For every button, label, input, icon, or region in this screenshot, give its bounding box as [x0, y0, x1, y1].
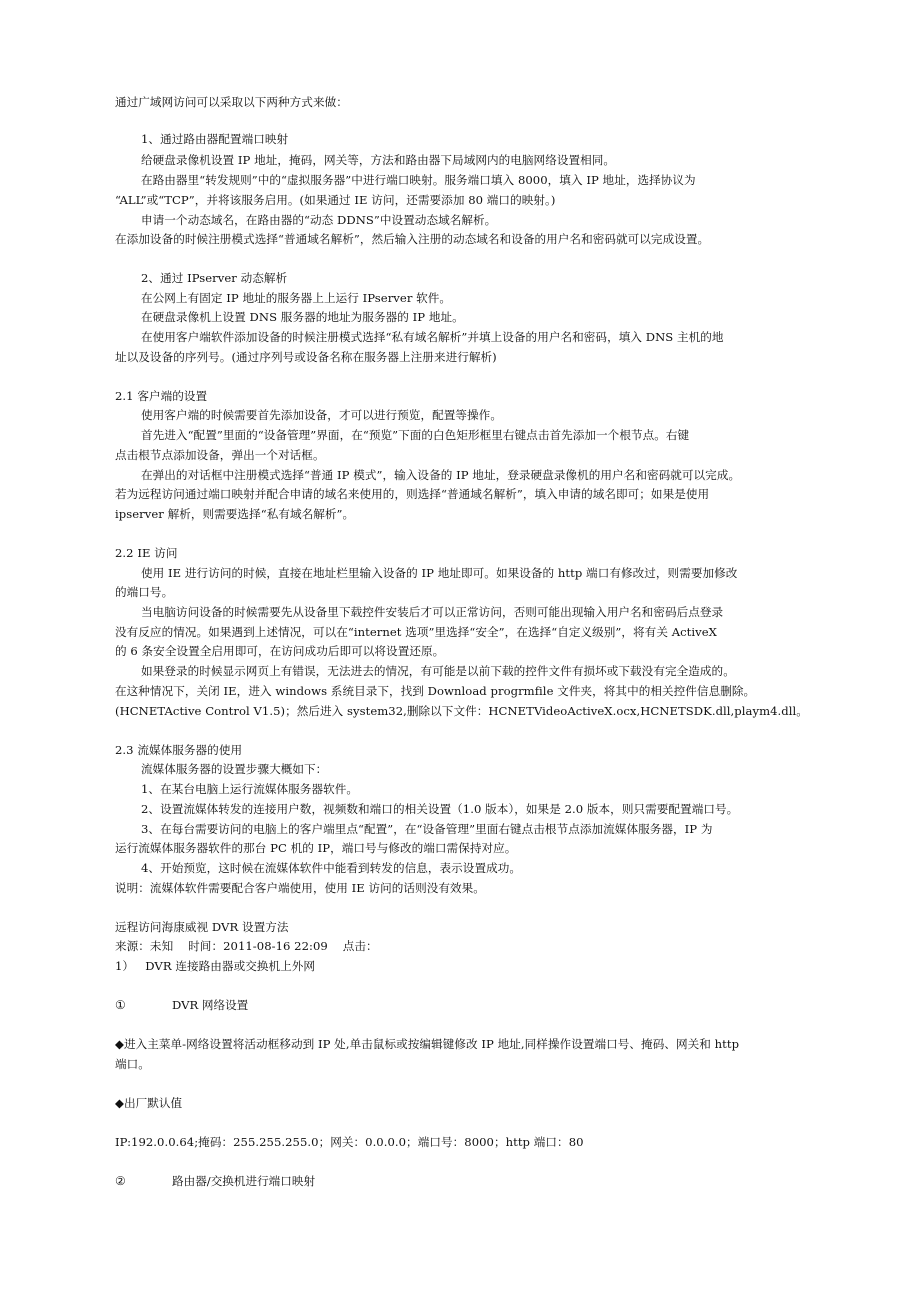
bullet-item: 端口。 — [115, 1057, 150, 1071]
paragraph: 首先进入“配置”里面的“设备管理”界面，在“预览”下面的白色矩形框里右键点击首先添加一个根节点。右键 — [141, 428, 690, 442]
subheading-dvr-network: DVR 网络设置 — [172, 998, 249, 1012]
method1-title: 1、通过路由器配置端口映射 — [141, 132, 289, 146]
paragraph: 若为远程访问通过端口映射并配合申请的域名来使用的，则选择“普通域名解析”，填入申请的域名即可；如果是使用 — [115, 487, 710, 501]
paragraph: 使用客户端的时候需要首先添加设备，才可以进行预览，配置等操作。 — [141, 408, 502, 422]
article-meta: 来源：未知 时间：2011-08-16 22:09 点击： — [115, 939, 378, 953]
paragraph: 在这种情况下，关闭 IE，进入 windows 系统目录下，找到 Download progrmfile 文件夹，将其中的相关控件信息删除。 — [115, 684, 756, 698]
list-item: 1、在某台电脑上运行流媒体服务器软件。 — [141, 782, 359, 796]
list-item: 2、设置流媒体转发的连接用户数，视频数和端口的相关设置（1.0 版本），如果是 2.0 版本，则只需要配置端口号。 — [141, 802, 739, 816]
list-item: 3、在每台需要访问的电脑上的客户端里点“配置”，在“设备管理”里面右键点击根节点添加流媒体服务器，IP 为 — [141, 822, 713, 836]
paragraph: 在弹出的对话框中注册模式选择“普通 IP 模式”，输入设备的 IP 地址，登录硬盘录像机的用户名和密码就可以完成。 — [141, 468, 741, 482]
paragraph: “ALL”或“TCP”，并将该服务启用。(如果通过 IE 访问，还需要添加 80 端口的映射。) — [115, 193, 556, 207]
section-heading-2-2: 2.2 IE 访问 — [115, 546, 178, 560]
section-heading-2-3: 2.3 流媒体服务器的使用 — [115, 743, 243, 757]
method2-title: 2、通过 IPserver 动态解析 — [141, 271, 288, 285]
circled-number-1: ① — [115, 998, 126, 1012]
paragraph: 申请一个动态域名，在路由器的“动态 DDNS”中设置动态域名解析。 — [141, 213, 497, 227]
paragraph: 在使用客户端软件添加设备的时候注册模式选择“私有域名解析”并填上设备的用户名和密码，填入 DNS 主机的地 — [141, 330, 724, 344]
paragraph: 在硬盘录像机上设置 DNS 服务器的地址为服务器的 IP 地址。 — [141, 310, 464, 324]
paragraph: (HCNETActive Control V1.5)；然后进入 system32,删除以下文件：HCNETVideoActiveX.ocx,HCNETSDK.dll,playm4.dll。 — [115, 704, 808, 718]
bullet-item: ◆进入主菜单-网络设置将活动框移动到 IP 处,单击鼠标或按编辑键修改 IP 地址,同样操作设置端口号、掩码、网关和 http — [115, 1037, 740, 1051]
subheading-port-mapping: 路由器/交换机进行端口映射 — [172, 1174, 316, 1188]
paragraph: 给硬盘录像机设置 IP 地址，掩码，网关等，方法和路由器下局域网内的电脑网络设置相同。 — [141, 153, 616, 167]
paragraph: 点击根节点添加设备，弹出一个对话框。 — [115, 448, 325, 462]
paragraph: 使用 IE 进行访问的时候，直接在地址栏里输入设备的 IP 地址即可。如果设备的 http 端口有修改过，则需要加修改 — [141, 566, 738, 580]
note-text: 说明：流媒体软件需要配合客户端使用，使用 IE 访问的话则没有效果。 — [115, 881, 485, 895]
paragraph: 的 6 条安全设置全启用即可，在访问成功后即可以将设置还原。 — [115, 644, 445, 658]
paragraph: 址以及设备的序列号。(通过序列号或设备名称在服务器上注册来进行解析) — [115, 350, 497, 364]
list-item: 运行流媒体服务器软件的那台 PC 机的 IP，端口号与修改的端口需保持对应。 — [115, 841, 517, 855]
circled-number-2: ② — [115, 1174, 126, 1188]
default-values: IP:192.0.0.64;掩码：255.255.255.0；网关：0.0.0.0；端口号：8000；http 端口：80 — [115, 1135, 584, 1149]
paragraph: 如果登录的时候显示网页上有错误，无法进去的情况，有可能是以前下载的控件文件有损坏或下载没有完全造成的。 — [141, 664, 735, 678]
paragraph: 在路由器里“转发规则”中的“虚拟服务器”中进行端口映射。服务端口填入 8000，填入 IP 地址，选择协议为 — [141, 173, 696, 187]
bullet-item: ◆出厂默认值 — [115, 1096, 183, 1110]
paragraph: 流媒体服务器的设置步骤大概如下： — [141, 762, 328, 776]
list-item: 4、开始预览，这时候在流媒体软件中能看到转发的信息，表示设置成功。 — [141, 861, 522, 875]
article-title: 远程访问海康威视 DVR 设置方法 — [115, 920, 289, 934]
paragraph: 在公网上有固定 IP 地址的服务器上上运行 IPserver 软件。 — [141, 291, 452, 305]
paragraph: 当电脑访问设备的时候需要先从设备里下载控件安装后才可以正常访问，否则可能出现输入用户名和密码后点登录 — [141, 605, 724, 619]
paragraph: 没有反应的情况。如果遇到上述情况，可以在“internet 选项”里选择“安全”，在选择“自定义级别”，将有关 ActiveX — [115, 625, 717, 639]
paragraph: 的端口号。 — [115, 585, 174, 599]
paragraph: 在添加设备的时候注册模式选择“普通域名解析”，然后输入注册的动态域名和设备的用户名和密码就可以完成设置。 — [115, 232, 710, 246]
paragraph: ipserver 解析，则需要选择“私有域名解析”。 — [115, 507, 355, 521]
section-heading-2-1: 2.1 客户端的设置 — [115, 389, 208, 403]
article-step-1: 1） DVR 连接路由器或交换机上外网 — [115, 959, 316, 973]
intro-text: 通过广域网访问可以采取以下两种方式来做： — [115, 95, 348, 109]
